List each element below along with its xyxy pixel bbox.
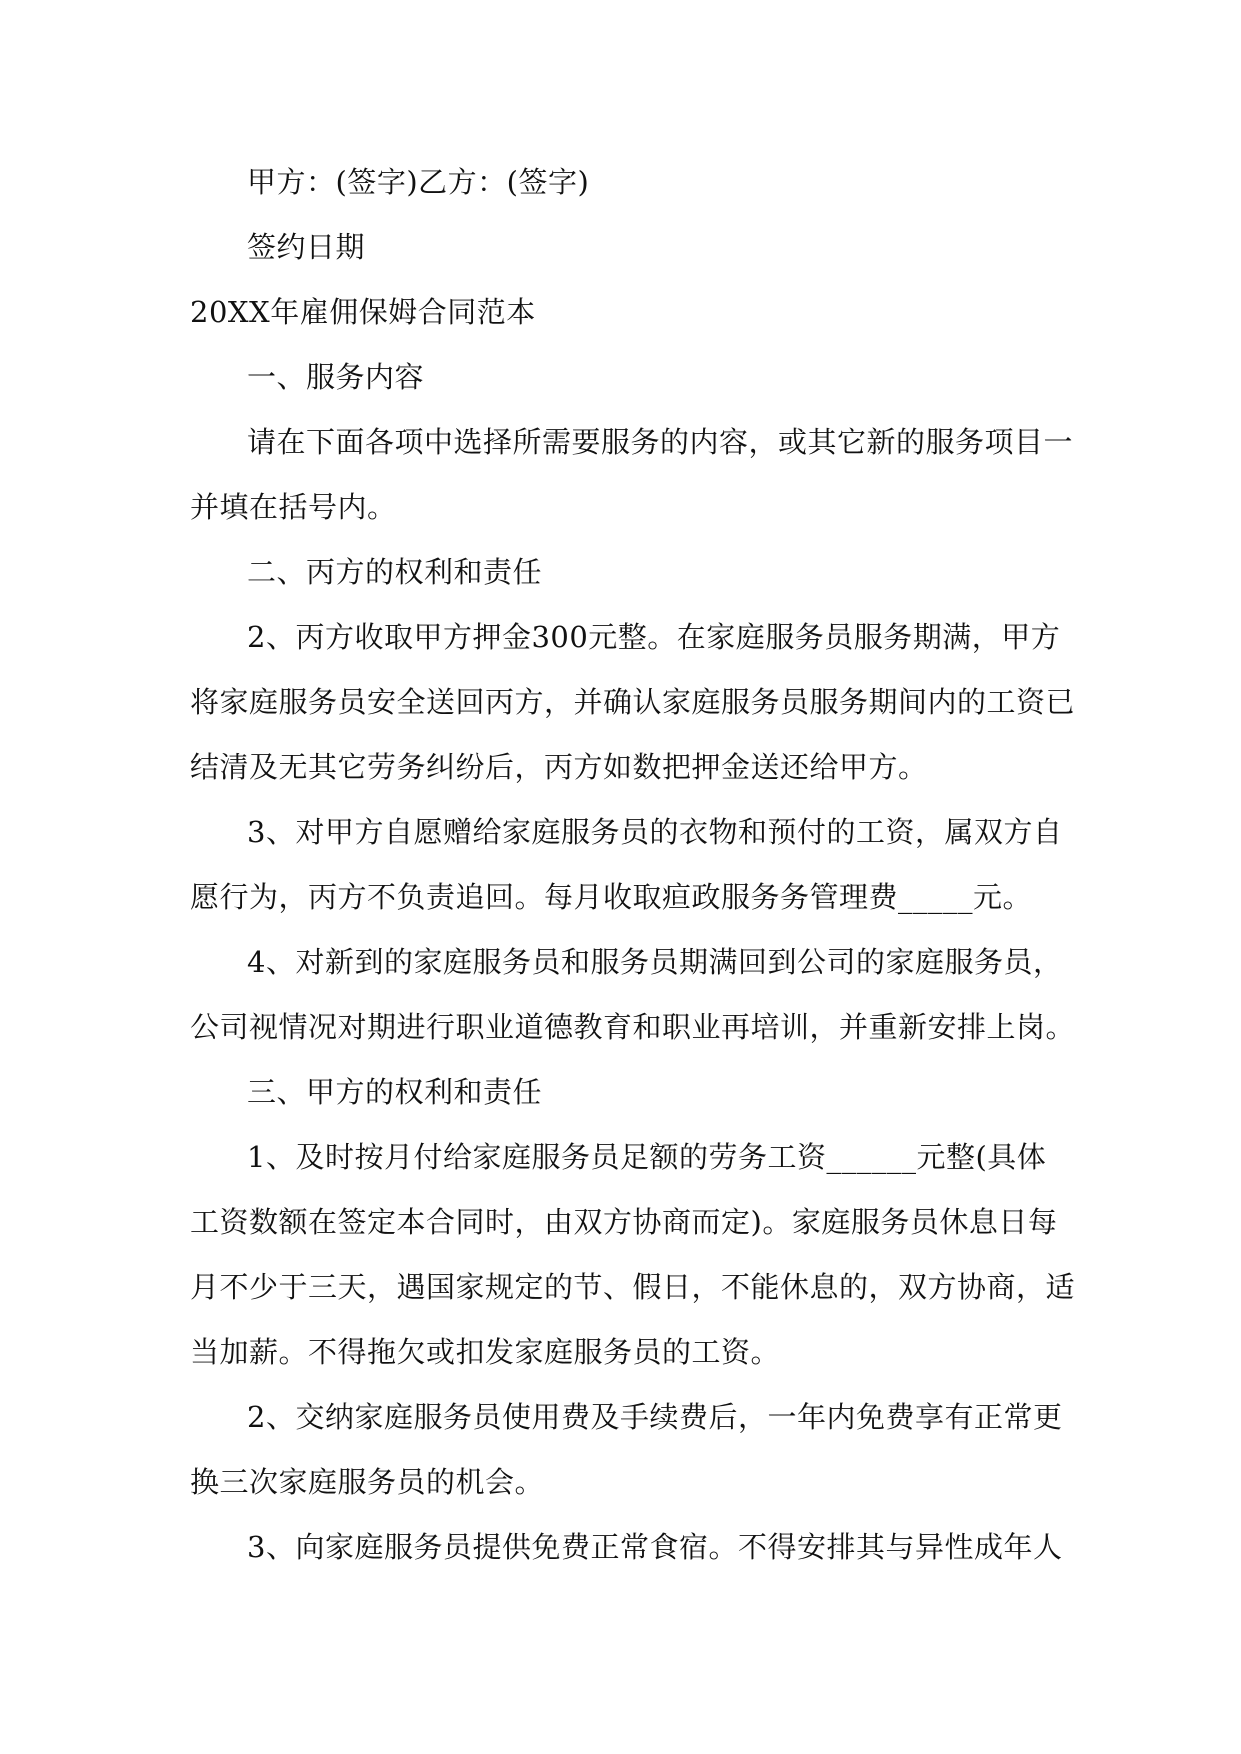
section-heading-1: 一、服务内容 xyxy=(247,360,425,394)
paragraph-line: 结清及无其它劳务纠纷后，丙方如数把押金送还给甲方。 xyxy=(190,750,928,784)
section-heading-3: 三、甲方的权利和责任 xyxy=(247,1075,543,1109)
paragraph-line: 4、对新到的家庭服务员和服务员期满回到公司的家庭服务员， xyxy=(247,945,1063,979)
paragraph-line: 请在下面各项中选择所需要服务的内容，或其它新的服务项目一 xyxy=(247,425,1074,459)
paragraph-line: 公司视情况对期进行职业道德教育和职业再培训，并重新安排上岗。 xyxy=(190,1010,1076,1044)
document-title: 20XX年雇佣保姆合同范本 xyxy=(190,295,536,329)
signature-line: 甲方：(签字)乙方：(签字) xyxy=(247,165,590,199)
paragraph-line: 月不少于三天，遇国家规定的节、假日，不能休息的，双方协商，适 xyxy=(190,1270,1076,1304)
paragraph-line: 3、向家庭服务员提供免费正常食宿。不得安排其与异性成年人 xyxy=(247,1530,1063,1564)
paragraph-line: 愿行为，丙方不负责追回。每月收取疸政服务务管理费_____元。 xyxy=(190,880,1033,914)
paragraph-line: 将家庭服务员安全送回丙方，并确认家庭服务员服务期间内的工资已 xyxy=(190,685,1076,719)
paragraph-line: 3、对甲方自愿赠给家庭服务员的衣物和预付的工资，属双方自 xyxy=(247,815,1063,849)
paragraph-line: 2、丙方收取甲方押金300元整。在家庭服务员服务期满，甲方 xyxy=(247,620,1061,654)
paragraph-line: 2、交纳家庭服务员使用费及手续费后，一年内免费享有正常更 xyxy=(247,1400,1063,1434)
paragraph-line: 工资数额在签定本合同时，由双方协商而定)。家庭服务员休息日每 xyxy=(190,1205,1058,1239)
section-heading-2: 二、丙方的权利和责任 xyxy=(247,555,543,589)
signing-date-label: 签约日期 xyxy=(247,230,366,264)
paragraph-line: 换三次家庭服务员的机会。 xyxy=(190,1465,545,1499)
paragraph-line: 当加薪。不得拖欠或扣发家庭服务员的工资。 xyxy=(190,1335,781,1369)
paragraph-line: 并填在括号内。 xyxy=(190,490,397,524)
paragraph-line: 1、及时按月付给家庭服务员足额的劳务工资______元整(具体 xyxy=(247,1140,1047,1174)
